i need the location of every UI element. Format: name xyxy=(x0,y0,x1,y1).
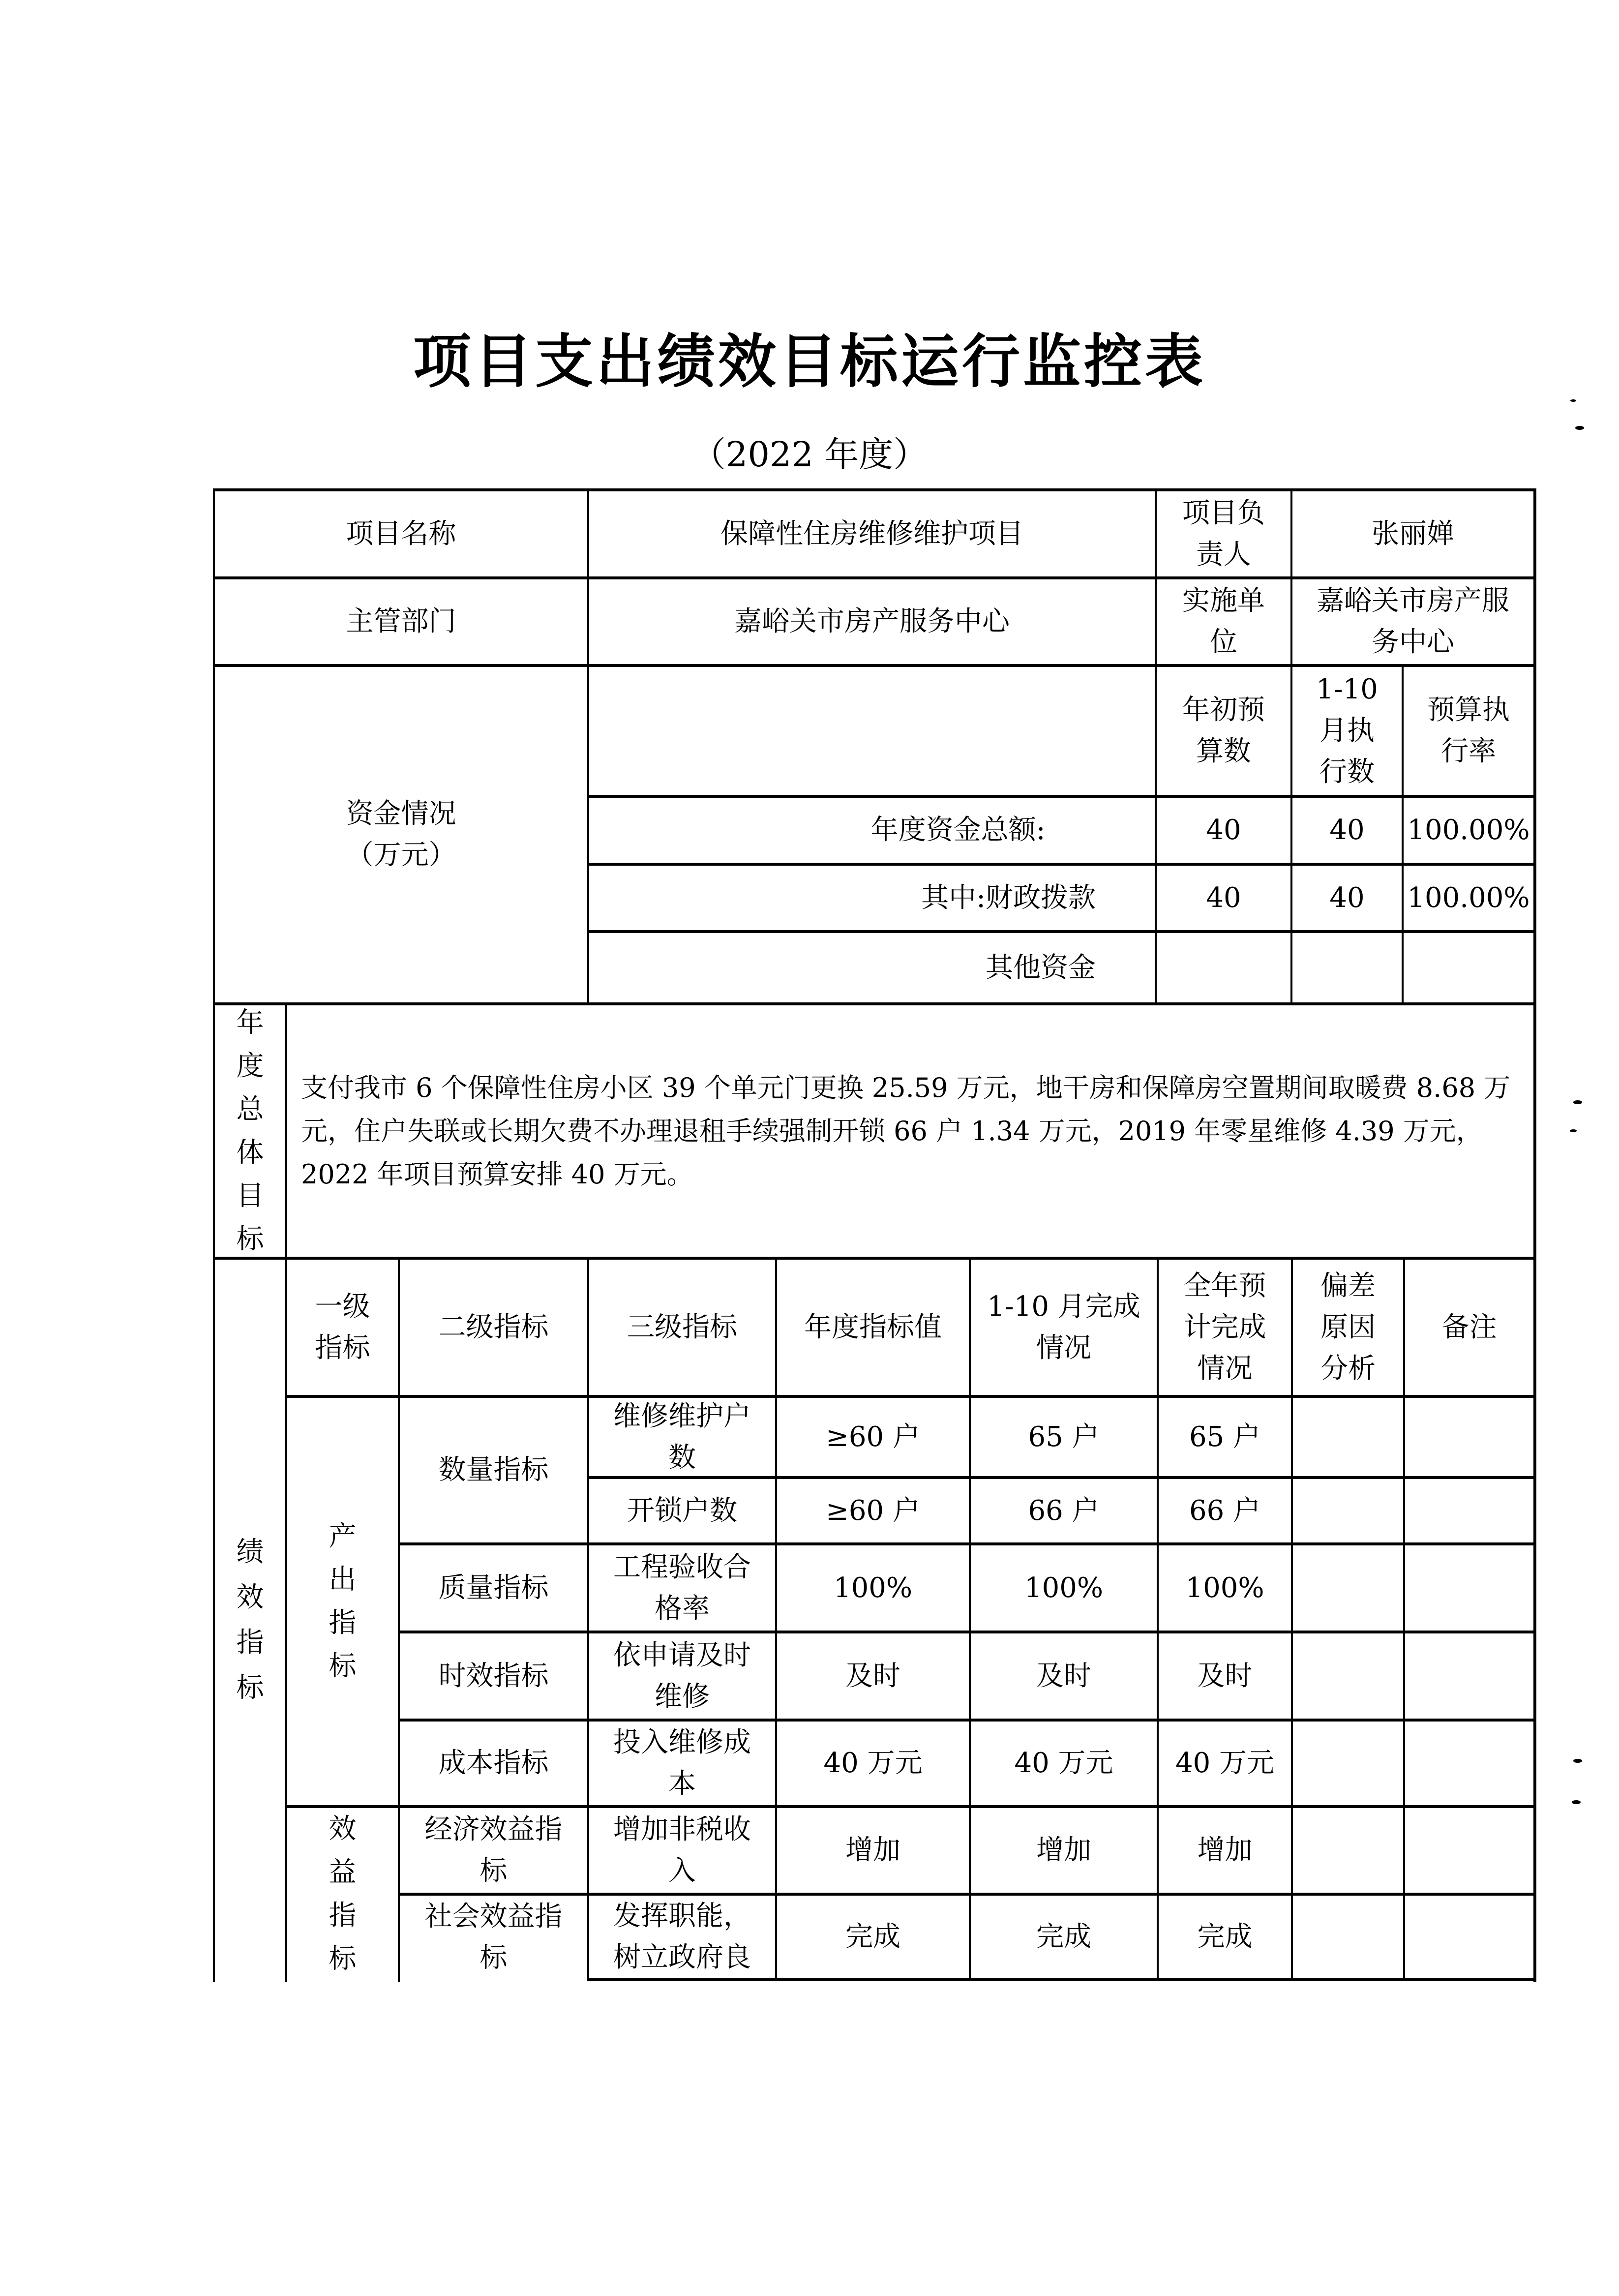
level2-quantity: 数量指标 xyxy=(438,1454,549,1486)
completed-value: 增加 xyxy=(1036,1834,1091,1866)
funding-row-executed: 40 xyxy=(1329,881,1365,914)
level1-output-indicators: 产 出 指 标 xyxy=(329,1520,357,1682)
level3-indicator: 增加非税收 入 xyxy=(613,1813,751,1887)
indicators-header-level1: 一级 指标 xyxy=(315,1290,370,1364)
project-name-value: 保障性住房维修维护项目 xyxy=(720,517,1023,550)
indicators-header-deviation: 偏差 原因 分析 xyxy=(1320,1269,1376,1385)
implementing-unit-label: 实施单 位 xyxy=(1182,585,1265,658)
forecast-value: 100% xyxy=(1185,1571,1264,1604)
document-title: 项目支出绩效目标运行监控表 xyxy=(413,328,1206,395)
funding-header-blank xyxy=(589,667,1155,795)
project-leader-label: 项目负 责人 xyxy=(1182,497,1265,571)
funding-header-executed: 1-10 月执 行数 xyxy=(1316,673,1378,788)
level3-indicator: 投入维修成 本 xyxy=(613,1726,751,1800)
forecast-value: 完成 xyxy=(1197,1921,1253,1953)
funding-row-rate: 100.00% xyxy=(1407,814,1530,846)
forecast-value: 及时 xyxy=(1197,1660,1253,1692)
funding-row-budget xyxy=(1157,933,1290,1002)
target-value: 40 万元 xyxy=(823,1747,923,1779)
completed-value: 100% xyxy=(1024,1571,1104,1604)
target-value: ≥60 户 xyxy=(826,1420,920,1453)
target-value: 及时 xyxy=(845,1660,900,1692)
funding-header-rate: 预算执 行率 xyxy=(1427,694,1510,767)
funding-row-budget: 40 xyxy=(1206,881,1241,914)
department-label: 主管部门 xyxy=(346,605,456,637)
funding-section-label: 资金情况 （万元） xyxy=(346,798,456,871)
completed-value: 65 户 xyxy=(1028,1420,1100,1453)
funding-header-budget: 年初预 算数 xyxy=(1182,694,1265,767)
funding-row-rate: 100.00% xyxy=(1407,881,1530,914)
level3-indicator: 发挥职能， 树立政府良 xyxy=(613,1900,751,1973)
target-value: 完成 xyxy=(845,1921,900,1953)
level2-economic: 经济效益指 标 xyxy=(424,1813,563,1887)
forecast-value: 增加 xyxy=(1197,1834,1253,1866)
completed-value: 及时 xyxy=(1036,1660,1091,1692)
indicators-header-remark: 备注 xyxy=(1441,1311,1497,1343)
target-value: 增加 xyxy=(845,1834,900,1866)
annual-goal-text: 支付我市 6 个保障性住房小区 39 个单元门更换 25.59 万元，地干房和保障房空置期间取暖费 8.68 万元，住户失联或长期欠费不办理退租手续强制开锁 66 户 1.34 万元，2019 年零星维修 4.39 万元，2022 年项目预算安排 40 万元。 xyxy=(301,1072,1511,1190)
completed-value: 完成 xyxy=(1036,1921,1091,1953)
target-value: 100% xyxy=(833,1571,913,1604)
indicators-section-label: 绩 效 指 标 xyxy=(236,1536,264,1704)
document-year: （2022 年度） xyxy=(691,434,928,475)
indicators-header-level2: 二级指标 xyxy=(438,1311,549,1343)
indicators-header-completed: 1-10 月完成 情况 xyxy=(987,1290,1140,1364)
level3-indicator: 依申请及时 维修 xyxy=(613,1639,751,1713)
indicators-header-level3: 三级指标 xyxy=(627,1311,737,1343)
indicators-header-forecast: 全年预 计完成 情况 xyxy=(1183,1269,1266,1385)
forecast-value: 65 户 xyxy=(1189,1420,1261,1453)
level3-indicator: 维修维护户 数 xyxy=(613,1400,751,1474)
project-leader-value: 张丽婵 xyxy=(1372,517,1454,550)
level3-indicator: 开锁户数 xyxy=(627,1494,737,1527)
funding-row-rate xyxy=(1404,933,1533,1002)
target-value: ≥60 户 xyxy=(826,1494,920,1527)
funding-row-label: 其中:财政拨款 xyxy=(921,881,1096,914)
department-value: 嘉峪关市房产服务中心 xyxy=(734,605,1010,637)
level2-social: 社会效益指 标 xyxy=(424,1901,563,1974)
level3-indicator: 工程验收合 格率 xyxy=(613,1551,751,1625)
completed-value: 40 万元 xyxy=(1014,1747,1113,1779)
forecast-value: 40 万元 xyxy=(1175,1747,1275,1779)
funding-row-budget: 40 xyxy=(1206,814,1241,846)
funding-row-label: 其他资金 xyxy=(986,951,1096,984)
forecast-value: 66 户 xyxy=(1189,1494,1261,1527)
implementing-unit-value: 嘉峪关市房产服 务中心 xyxy=(1317,585,1509,658)
project-name-label: 项目名称 xyxy=(346,517,456,550)
level1-benefit-indicators: 效 益 指 标 xyxy=(329,1813,357,1975)
level2-quality: 质量指标 xyxy=(438,1571,549,1604)
funding-row-executed: 40 xyxy=(1329,814,1365,846)
indicators-header-target: 年度指标值 xyxy=(804,1311,942,1343)
funding-row-label: 年度资金总额: xyxy=(870,814,1046,846)
completed-value: 66 户 xyxy=(1028,1494,1100,1527)
level2-cost: 成本指标 xyxy=(438,1747,549,1779)
level2-timeliness: 时效指标 xyxy=(438,1660,549,1692)
funding-row-executed xyxy=(1292,933,1402,1002)
annual-goal-label: 年 度 总 体 目 标 xyxy=(236,1006,264,1255)
